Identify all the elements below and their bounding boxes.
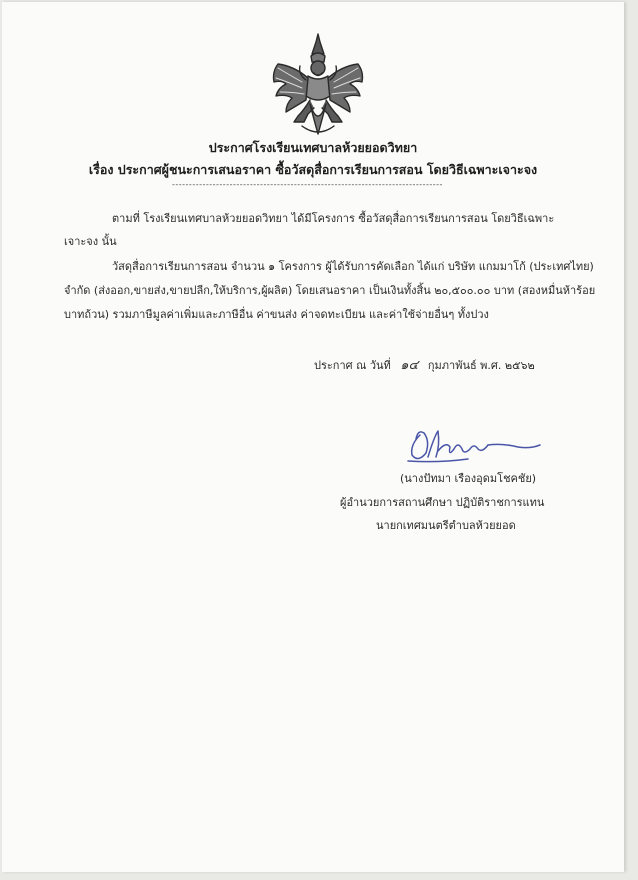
announce-day: ๑๔	[400, 358, 419, 373]
paragraph2-line2: จำกัด (ส่งออก,ขายส่ง,ขายปลีก,ให้บริการ,ผู้ผลิต) โดยเสนอราคา เป็นเงินทั้งสิ้น ๒๐,๕๐๐.๐๐ บาท (สองหมื่นห้าร้อย	[64, 284, 596, 297]
paragraph1-line1: ตามที่ โรงเรียนเทศบาลห้วยยอดวิทยา ได้มีโครงการ ซื้อวัสดุสื่อการเรียนการสอน โดยวิธีเฉพาะ	[112, 212, 555, 225]
announce-prefix: ประกาศ ณ วันที่	[314, 359, 391, 372]
divider-line: --------------------------------------------------------------------------------	[172, 180, 443, 189]
paragraph2-line3: บาทถ้วน) รวมภาษีมูลค่าเพิ่มและภาษีอื่น ค่าขนส่ง ค่าจดทะเบียน และค่าใช้จ่ายอื่นๆ ทั้งปวง	[64, 308, 489, 321]
handwritten-signature	[398, 423, 548, 471]
announce-suffix: กุมภาพันธ์ พ.ศ. ๒๕๖๒	[427, 359, 535, 372]
paragraph2-line1: วัสดุสื่อการเรียนการสอน จำนวน ๑ โครงการ ผู้ได้รับการคัดเลือก ได้แก่ บริษัท แกมมาโก้ (ประเทศไทย)	[112, 260, 594, 273]
signer-name: (นางปัทมา เรืองอุดมโชคชัย)	[400, 472, 537, 485]
garuda-emblem-icon	[264, 30, 372, 142]
paragraph1-line2: เจาะจง นั้น	[64, 235, 117, 248]
document-subject: เรื่อง ประกาศผู้ชนะการเสนอราคา ซื้อวัสดุสื่อการเรียนการสอน โดยวิธีเฉพาะเจาะจง	[88, 162, 538, 177]
signer-position-line1: ผู้อำนวยการสถานศึกษา ปฏิบัติราชการแทน	[340, 496, 545, 509]
signer-position-line2: นายกเทศมนตรีตำบลห้วยยอด	[376, 519, 516, 532]
announcement-date	[314, 354, 535, 375]
document-title: ประกาศโรงเรียนเทศบาลห้วยยอดวิทยา	[208, 140, 418, 155]
document-page	[2, 2, 624, 872]
